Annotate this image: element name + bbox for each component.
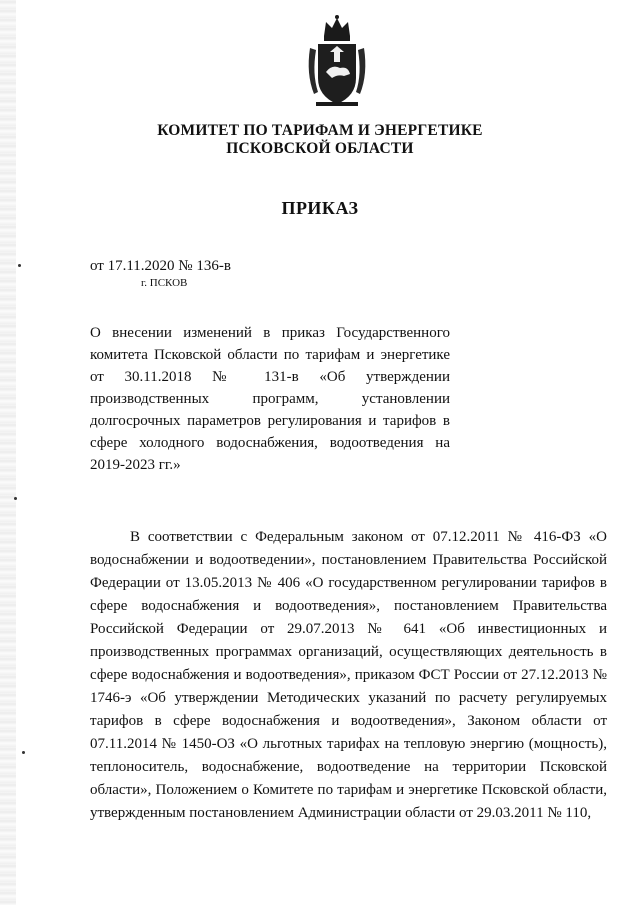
organization-name-line2: ПСКОВСКОЙ ОБЛАСТИ [226,140,414,157]
organization-name-line1: КОМИТЕТ ПО ТАРИФАМ И ЭНЕРГЕТИКЕ [157,122,483,139]
document-city: г. ПСКОВ [141,277,188,289]
document-date-number: от 17.11.2020 № 136-в [90,258,231,274]
document-subject: О внесении изменений в приказ Государственного комитета Псковской области по тарифам и энергетике от 30.11.2018 № 131-в «Об утверждении производственных программ, установлении долгосрочных параметров регулирования и тарифов в сфере холодного водоснабжения, водоотведения на 2019-2023 гг.» [90,325,450,473]
document-body-paragraph: В соответствии с Федеральным законом от 07.12.2011 № 416-ФЗ «О водоснабжении и водоотведении», постановлением Правительства Российской Федерации от 13.05.2013 № 406 «О государственном регулировании тарифов в сфере водоснабжения и водоотведения», постановлением Правительства Российской Федерации от 29.07.2013 № 641 «Об инвестиционных и производственных программах организаций, осуществляющих деятельность в сфере водоснабжения и водоотведения», приказом ФСТ России от 27.12.2013 № 1746-э «Об утверждении Методических указаний по расчету регулируемых тарифов в сфере водоснабжения и водоотведения», Законом области от 07.11.2014 № 1450-ОЗ «О льготных тарифах на тепловую энергию (мощность), теплоноситель, водоснабжение, водоотведение на территории Псковской области», Положением о Комитете по тарифам и энергетике Псковской области, утвержденным постановлением Администрации области от 29.03.2011 № 110, [90,529,607,821]
document-type-title: ПРИКАЗ [281,198,359,218]
scan-speck [14,497,17,500]
scan-speck [22,751,25,754]
pskov-coat-of-arms-icon [304,14,370,110]
scan-speck [18,264,21,267]
